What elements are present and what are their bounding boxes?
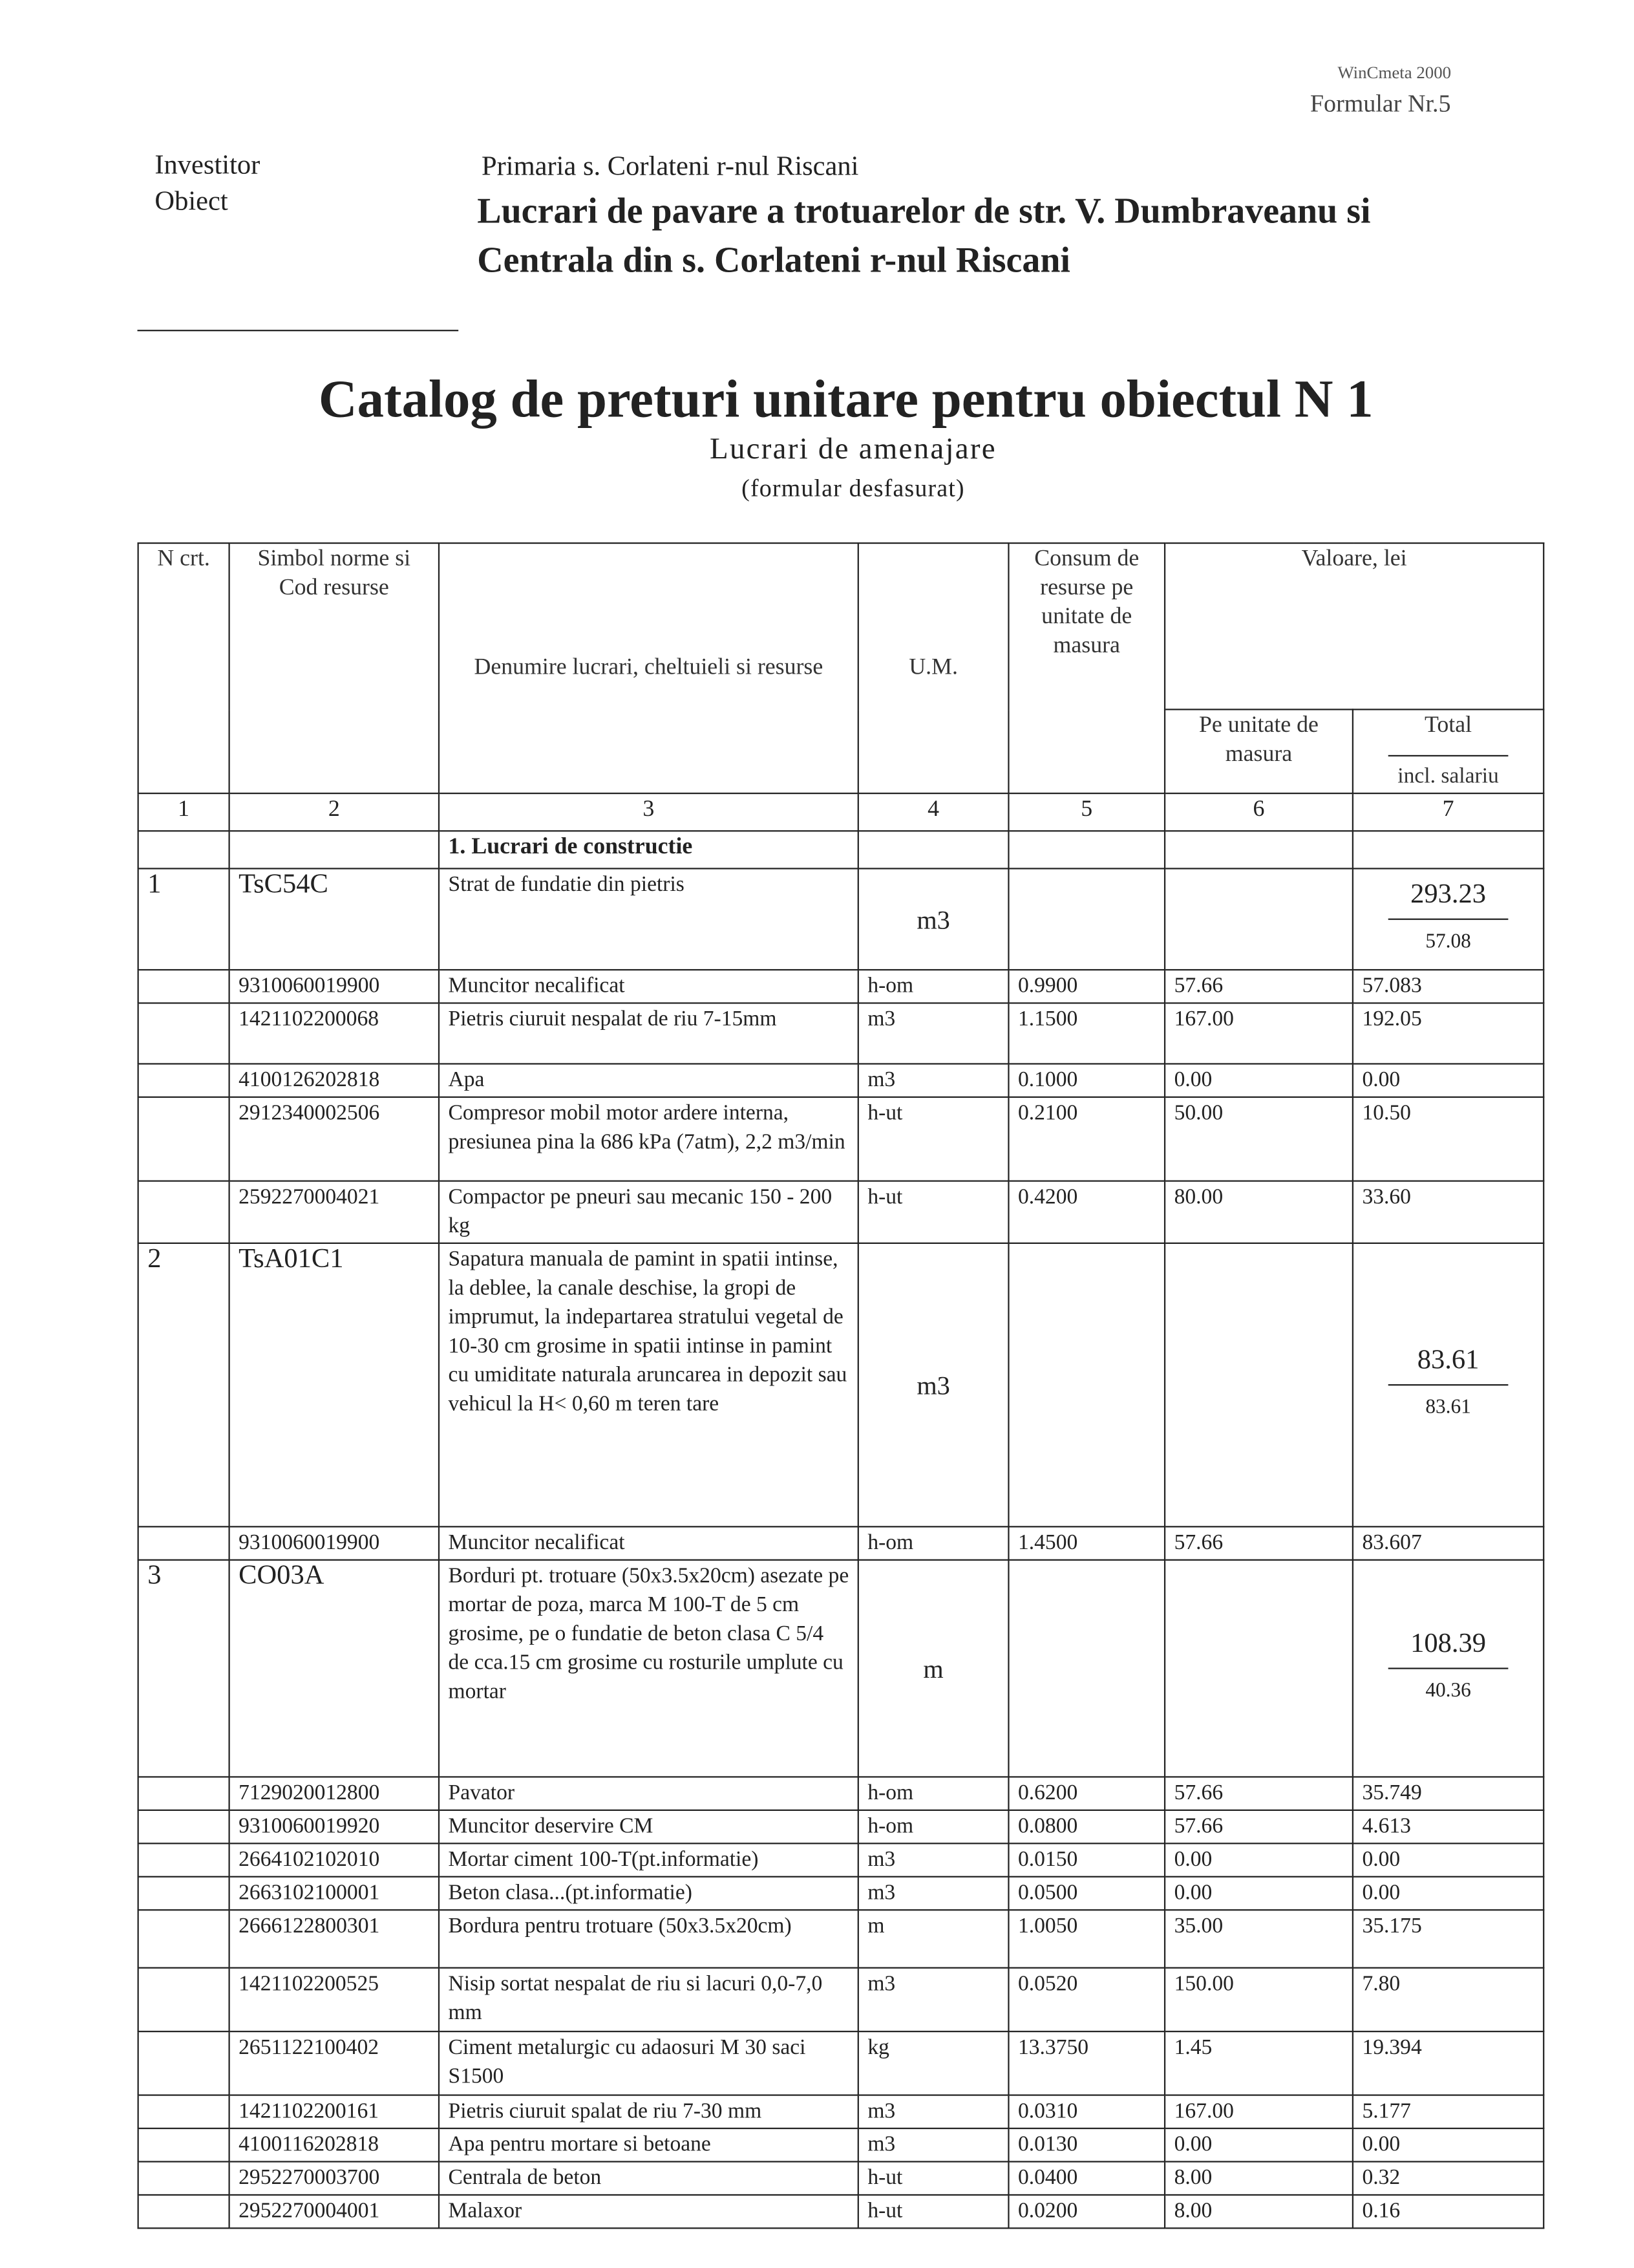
item-number: 2	[138, 1243, 229, 1526]
resource-consum: 0.1000	[1008, 1064, 1165, 1097]
work-item-row	[138, 868, 1544, 970]
column-number: 7	[1353, 793, 1544, 831]
software-label: WinCmeta 2000	[1337, 62, 1452, 83]
item-consum	[1008, 868, 1165, 970]
resource-total: 35.175	[1353, 1910, 1544, 1967]
resource-code: 4100116202818	[229, 2128, 439, 2161]
resource-code: 9310060019920	[229, 1810, 439, 1843]
item-name: Borduri pt. trotuare (50x3.5x20cm) asezate pe mortar de poza, marca M 100-T de 5 cm grosime, pe o fundatie de beton clasa C 5/4 de cca.15 cm grosime cu rosturile umplute cu mortar	[439, 1560, 858, 1777]
col-nr: N crt.	[138, 543, 229, 793]
resource-total: 83.607	[1353, 1526, 1544, 1559]
resource-total: 0.00	[1353, 2128, 1544, 2161]
resource-unit-price: 8.00	[1165, 2195, 1353, 2228]
resource-unit-price: 0.00	[1165, 1843, 1353, 1876]
item-total	[1353, 1243, 1544, 1526]
resource-consum: 0.0200	[1008, 2195, 1165, 2228]
resource-unit: kg	[858, 2031, 1009, 2095]
resource-row	[138, 1003, 1544, 1064]
resource-consum: 0.6200	[1008, 1777, 1165, 1810]
section-row	[138, 831, 1544, 868]
resource-name: Beton clasa...(pt.informatie)	[439, 1877, 858, 1910]
resource-unit-price: 80.00	[1165, 1181, 1353, 1243]
resource-consum: 1.4500	[1008, 1526, 1165, 1559]
item-number: 3	[138, 1560, 229, 1777]
item-total	[1353, 868, 1544, 970]
work-item-row	[138, 1560, 1544, 1777]
resource-total: 7.80	[1353, 1968, 1544, 2031]
resource-consum: 13.3750	[1008, 2031, 1165, 2095]
resource-consum: 0.0500	[1008, 1877, 1165, 1910]
resource-row	[138, 2095, 1544, 2128]
column-number: 6	[1165, 793, 1353, 831]
resource-consum: 0.9900	[1008, 970, 1165, 1003]
resource-nr	[138, 1777, 229, 1810]
col-incl-salary: incl. salariu	[1397, 765, 1499, 789]
resource-total: 4.613	[1353, 1810, 1544, 1843]
resource-nr	[138, 970, 229, 1003]
col-valoare: Valoare, lei	[1165, 543, 1544, 709]
item-unit-price	[1165, 1560, 1353, 1777]
resource-total: 0.32	[1353, 2161, 1544, 2194]
resource-consum: 0.0400	[1008, 2161, 1165, 2194]
resource-code: 1421102200068	[229, 1003, 439, 1064]
item-unit: m	[858, 1560, 1009, 1777]
resource-nr	[138, 2128, 229, 2161]
resource-row	[138, 2195, 1544, 2228]
resource-name: Apa	[439, 1064, 858, 1097]
resource-name: Compresor mobil motor ardere interna, presiunea pina la 686 kPa (7atm), 2,2 m3/min	[439, 1097, 858, 1181]
resource-unit: m3	[858, 1064, 1009, 1097]
item-unit-price	[1165, 1243, 1353, 1526]
item-code: TsC54C	[229, 868, 439, 970]
resource-name: Malaxor	[439, 2195, 858, 2228]
object-value: Lucrari de pavare a trotuarelor de str. V. Dumbraveanu si Centrala din s. Corlateni r-nul Riscani	[477, 192, 1371, 281]
resource-total: 192.05	[1353, 1003, 1544, 1064]
resource-nr	[138, 1810, 229, 1843]
resource-unit-price: 0.00	[1165, 1064, 1353, 1097]
column-number: 5	[1008, 793, 1165, 831]
header-row	[138, 543, 1544, 709]
resource-nr	[138, 2031, 229, 2095]
resource-name: Mortar ciment 100-T(pt.informatie)	[439, 1843, 858, 1876]
resource-unit: h-ut	[858, 2161, 1009, 2194]
resource-consum: 0.0800	[1008, 1810, 1165, 1843]
resource-code: 2592270004021	[229, 1181, 439, 1243]
resource-total: 19.394	[1353, 2031, 1544, 2095]
item-name: Strat de fundatie din pietris	[439, 868, 858, 970]
item-total	[1353, 1560, 1544, 1777]
resource-unit-price: 8.00	[1165, 2161, 1353, 2194]
column-number: 4	[858, 793, 1009, 831]
investor-label: Investitor	[154, 150, 260, 181]
subtitle: Lucrari de amenajare	[710, 431, 997, 466]
resource-unit: m3	[858, 2095, 1009, 2128]
item-consum	[1008, 1560, 1165, 1777]
resource-row	[138, 1843, 1544, 1876]
col-code: Simbol norme si Cod resurse	[229, 543, 439, 793]
col-um: U.M.	[858, 543, 1009, 793]
item-number: 1	[138, 868, 229, 970]
item-total-value: 293.23	[1410, 879, 1487, 910]
resource-total: 33.60	[1353, 1181, 1544, 1243]
resource-row	[138, 970, 1544, 1003]
item-total-value: 83.61	[1417, 1345, 1480, 1376]
resource-total: 0.00	[1353, 1064, 1544, 1097]
resource-consum: 0.0150	[1008, 1843, 1165, 1876]
resource-unit: m3	[858, 1968, 1009, 2031]
resource-unit: h-ut	[858, 1181, 1009, 1243]
item-total-value: 108.39	[1410, 1629, 1487, 1660]
item-code: TsA01C1	[229, 1243, 439, 1526]
item-code: CO03A	[229, 1560, 439, 1777]
resource-code: 2651122100402	[229, 2031, 439, 2095]
resource-consum: 0.0130	[1008, 2128, 1165, 2161]
resource-unit-price: 1.45	[1165, 2031, 1353, 2095]
resource-code: 2666122800301	[229, 1910, 439, 1967]
resource-total: 0.00	[1353, 1843, 1544, 1876]
resource-unit: h-ut	[858, 2195, 1009, 2228]
resource-nr	[138, 1003, 229, 1064]
col-consum: Consum de resurse pe unitate de masura	[1008, 543, 1165, 793]
column-number: 1	[138, 793, 229, 831]
resource-unit-price: 35.00	[1165, 1910, 1353, 1967]
resource-row	[138, 1877, 1544, 1910]
resource-unit: m3	[858, 1843, 1009, 1876]
divider	[1388, 1384, 1508, 1385]
item-salary-value: 40.36	[1425, 1680, 1471, 1703]
resource-row	[138, 1810, 1544, 1843]
item-unit: m3	[858, 1243, 1009, 1526]
resource-consum: 1.0050	[1008, 1910, 1165, 1967]
resource-name: Compactor pe pneuri sau mecanic 150 - 200 kg	[439, 1181, 858, 1243]
resource-total: 5.177	[1353, 2095, 1544, 2128]
resource-total: 35.749	[1353, 1777, 1544, 1810]
resource-nr	[138, 2161, 229, 2194]
resource-consum: 0.4200	[1008, 1181, 1165, 1243]
resource-name: Muncitor necalificat	[439, 970, 858, 1003]
col-total-label: Total	[1425, 712, 1472, 738]
resource-row	[138, 1181, 1544, 1243]
resource-unit-price: 167.00	[1165, 1003, 1353, 1064]
resource-name: Pietris ciuruit nespalat de riu 7-15mm	[439, 1003, 858, 1064]
divider	[1388, 919, 1508, 920]
resource-code: 9310060019900	[229, 970, 439, 1003]
resource-unit-price: 57.66	[1165, 1810, 1353, 1843]
col-unit: Pe unitate de masura	[1165, 709, 1353, 793]
resource-name: Muncitor necalificat	[439, 1526, 858, 1559]
resource-unit: m	[858, 1910, 1009, 1967]
investor-value: Primaria s. Corlateni r-nul Riscani	[481, 151, 859, 182]
item-name: Sapatura manuala de pamint in spatii intinse, la deblee, la canale deschise, la gropi de imprumut, la indepartarea stratului vegetal de 10-30 cm grosime in spatii intinse in pamint cu umiditate naturala aruncarea in depozit sau vehicul la H< 0,60 m teren tare	[439, 1243, 858, 1526]
resource-row	[138, 2161, 1544, 2194]
resource-total: 0.16	[1353, 2195, 1544, 2228]
resource-consum: 0.0520	[1008, 1968, 1165, 2031]
resource-unit: h-om	[858, 1810, 1009, 1843]
column-number: 2	[229, 793, 439, 831]
resource-row	[138, 2128, 1544, 2161]
resource-row	[138, 1526, 1544, 1559]
resource-nr	[138, 2195, 229, 2228]
section-title: 1. Lucrari de constructie	[439, 831, 858, 868]
resource-row	[138, 1097, 1544, 1181]
work-item-row	[138, 1243, 1544, 1526]
price-catalog-table	[138, 542, 1545, 2229]
resource-row	[138, 1064, 1544, 1097]
item-consum	[1008, 1243, 1165, 1526]
item-salary-value: 83.61	[1425, 1397, 1471, 1419]
resource-code: 1421102200161	[229, 2095, 439, 2128]
resource-unit-price: 0.00	[1165, 1877, 1353, 1910]
resource-unit: h-om	[858, 970, 1009, 1003]
object-label: Obiect	[154, 186, 228, 217]
resource-name: Nisip sortat nespalat de riu si lacuri 0,0-7,0 mm	[439, 1968, 858, 2031]
resource-nr	[138, 1097, 229, 1181]
resource-code: 2952270003700	[229, 2161, 439, 2194]
resource-code: 2663102100001	[229, 1877, 439, 1910]
resource-row	[138, 1777, 1544, 1810]
col-name: Denumire lucrari, cheltuieli si resurse	[439, 543, 858, 793]
resource-row	[138, 1910, 1544, 1967]
signature-line	[138, 330, 459, 331]
resource-code: 7129020012800	[229, 1777, 439, 1810]
resource-total: 57.083	[1353, 970, 1544, 1003]
form-number: Formular Nr.5	[1310, 89, 1451, 118]
resource-code: 2912340002506	[229, 1097, 439, 1181]
resource-row	[138, 2031, 1544, 2095]
resource-nr	[138, 1526, 229, 1559]
item-unit-price	[1165, 868, 1353, 970]
resource-name: Pavator	[439, 1777, 858, 1810]
resource-unit: m3	[858, 1003, 1009, 1064]
resource-unit: m3	[858, 2128, 1009, 2161]
resource-name: Pietris ciuruit spalat de riu 7-30 mm	[439, 2095, 858, 2128]
subtitle-form: (formular desfasurat)	[741, 474, 965, 502]
resource-row	[138, 1968, 1544, 2031]
item-unit: m3	[858, 868, 1009, 970]
resource-consum: 1.1500	[1008, 1003, 1165, 1064]
resource-name: Apa pentru mortare si betoane	[439, 2128, 858, 2161]
column-number: 3	[439, 793, 858, 831]
item-salary-value: 57.08	[1425, 931, 1471, 954]
resource-unit-price: 57.66	[1165, 1777, 1353, 1810]
resource-consum: 0.0310	[1008, 2095, 1165, 2128]
resource-code: 2952270004001	[229, 2195, 439, 2228]
resource-nr	[138, 1910, 229, 1967]
resource-consum: 0.2100	[1008, 1097, 1165, 1181]
meta-labels	[154, 147, 260, 220]
resource-code: 1421102200525	[229, 1968, 439, 2031]
resource-unit-price: 57.66	[1165, 1526, 1353, 1559]
divider	[1388, 1667, 1508, 1669]
resource-name: Muncitor deservire CM	[439, 1810, 858, 1843]
resource-nr	[138, 1843, 229, 1876]
resource-total: 10.50	[1353, 1097, 1544, 1181]
resource-code: 9310060019900	[229, 1526, 439, 1559]
resource-name: Bordura pentru trotuare (50x3.5x20cm)	[439, 1910, 858, 1967]
resource-unit: m3	[858, 1877, 1009, 1910]
resource-unit: h-ut	[858, 1097, 1009, 1181]
resource-name: Ciment metalurgic cu adaosuri M 30 saci S1500	[439, 2031, 858, 2095]
resource-unit: h-om	[858, 1777, 1009, 1810]
resource-unit-price: 167.00	[1165, 2095, 1353, 2128]
resource-nr	[138, 1968, 229, 2031]
resource-unit-price: 57.66	[1165, 970, 1353, 1003]
resource-name: Centrala de beton	[439, 2161, 858, 2194]
page-title: Catalog de preturi unitare pentru obiectul N 1	[318, 370, 1374, 430]
resource-nr	[138, 1064, 229, 1097]
col-total	[1353, 709, 1544, 793]
resource-unit-price: 0.00	[1165, 2128, 1353, 2161]
column-number-row	[138, 793, 1544, 831]
resource-code: 2664102102010	[229, 1843, 439, 1876]
resource-unit-price: 150.00	[1165, 1968, 1353, 2031]
resource-unit: h-om	[858, 1526, 1009, 1559]
resource-code: 4100126202818	[229, 1064, 439, 1097]
resource-nr	[138, 2095, 229, 2128]
resource-total: 0.00	[1353, 1877, 1544, 1910]
resource-nr	[138, 1181, 229, 1243]
resource-unit-price: 50.00	[1165, 1097, 1353, 1181]
resource-nr	[138, 1877, 229, 1910]
